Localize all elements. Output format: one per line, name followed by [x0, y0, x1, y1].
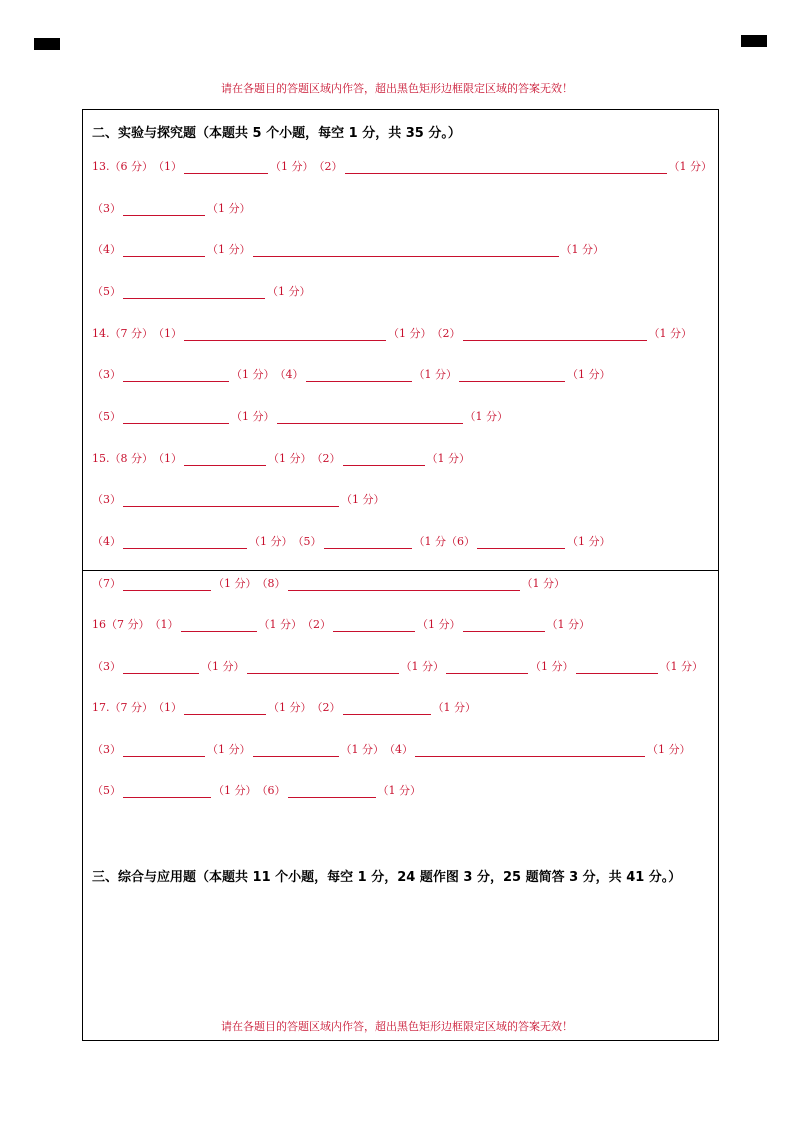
answer-blank[interactable] [123, 494, 339, 507]
q15-row3: （4） （1 分） （5） （1 分（6） （1 分） [92, 535, 611, 548]
q16-row2: （3） （1 分） （1 分） （1 分） （1 分） [92, 660, 703, 673]
section3-title: 三、综合与应用题（本题共 11 个小题，每空 1 分，24 题作图 3 分，25 题简答 3 分，共 41 分。） [92, 870, 682, 885]
answer-blank[interactable] [184, 702, 266, 715]
answer-blank[interactable] [343, 453, 425, 466]
q14-row3: （5） （1 分） （1 分） [92, 410, 508, 423]
answer-blank[interactable] [333, 619, 415, 632]
answer-blank[interactable] [277, 411, 463, 424]
answer-blank[interactable] [463, 328, 647, 341]
answer-blank[interactable] [343, 702, 431, 715]
answer-blank[interactable] [459, 369, 565, 382]
answer-blank[interactable] [415, 744, 645, 757]
answer-blank[interactable] [477, 536, 565, 549]
alignment-mark-right [741, 35, 767, 47]
answer-blank[interactable] [123, 661, 199, 674]
answer-blank[interactable] [123, 203, 205, 216]
answer-blank[interactable] [123, 244, 205, 257]
answer-blank[interactable] [306, 369, 412, 382]
q14-row1: 14.（7 分） （1） （1 分） （2） （1 分） [92, 327, 692, 340]
answer-blank[interactable] [345, 161, 667, 174]
answer-blank[interactable] [288, 785, 376, 798]
q17-row1: 17.（7 分） （1） （1 分） （2） （1 分） [92, 701, 476, 714]
answer-blank[interactable] [253, 744, 339, 757]
section2-title: 二、实验与探究题（本题共 5 个小题，每空 1 分，共 35 分。） [92, 126, 461, 141]
q15-row2: （3） （1 分） [92, 493, 385, 506]
answer-blank[interactable] [123, 785, 211, 798]
answer-blank[interactable] [184, 161, 268, 174]
answer-blank[interactable] [463, 619, 545, 632]
answer-blank[interactable] [123, 286, 265, 299]
answer-blank[interactable] [576, 661, 658, 674]
q15-row1: 15.（8 分） （1） （1 分） （2） （1 分） [92, 452, 470, 465]
answer-blank[interactable] [123, 744, 205, 757]
answer-blank[interactable] [123, 536, 247, 549]
q13-row2: （3） （1 分） [92, 202, 251, 215]
q13-row3: （4） （1 分） （1 分） [92, 243, 604, 256]
q15-row4: （7） （1 分） （8） （1 分） [92, 577, 565, 590]
q13-row1: 13.（6 分） （1） （1 分） （2） （1 分） [92, 160, 712, 173]
page-divider [82, 570, 719, 571]
q16-row1: 16（7 分） （1） （1 分） （2） （1 分） （1 分） [92, 618, 590, 631]
answer-blank[interactable] [181, 619, 257, 632]
answer-blank[interactable] [123, 578, 211, 591]
answer-blank[interactable] [184, 328, 386, 341]
top-notice: 请在各题目的答题区域内作答，超出黑色矩形边框限定区域的答案无效！ [221, 82, 573, 95]
answer-blank[interactable] [247, 661, 399, 674]
answer-blank[interactable] [324, 536, 412, 549]
bottom-notice: 请在各题目的答题区域内作答，超出黑色矩形边框限定区域的答案无效！ [221, 1020, 573, 1033]
q13-row4: （5） （1 分） [92, 285, 311, 298]
answer-blank[interactable] [123, 411, 229, 424]
answer-blank[interactable] [288, 578, 520, 591]
q14-row2: （3） （1 分） （4） （1 分） （1 分） [92, 368, 611, 381]
answer-blank[interactable] [446, 661, 528, 674]
answer-blank[interactable] [253, 244, 559, 257]
answer-blank[interactable] [123, 369, 229, 382]
alignment-mark-left [34, 38, 60, 50]
q17-row2: （3） （1 分） （1 分） （4） （1 分） [92, 743, 691, 756]
answer-blank[interactable] [184, 453, 266, 466]
q17-row3: （5） （1 分） （6） （1 分） [92, 784, 421, 797]
